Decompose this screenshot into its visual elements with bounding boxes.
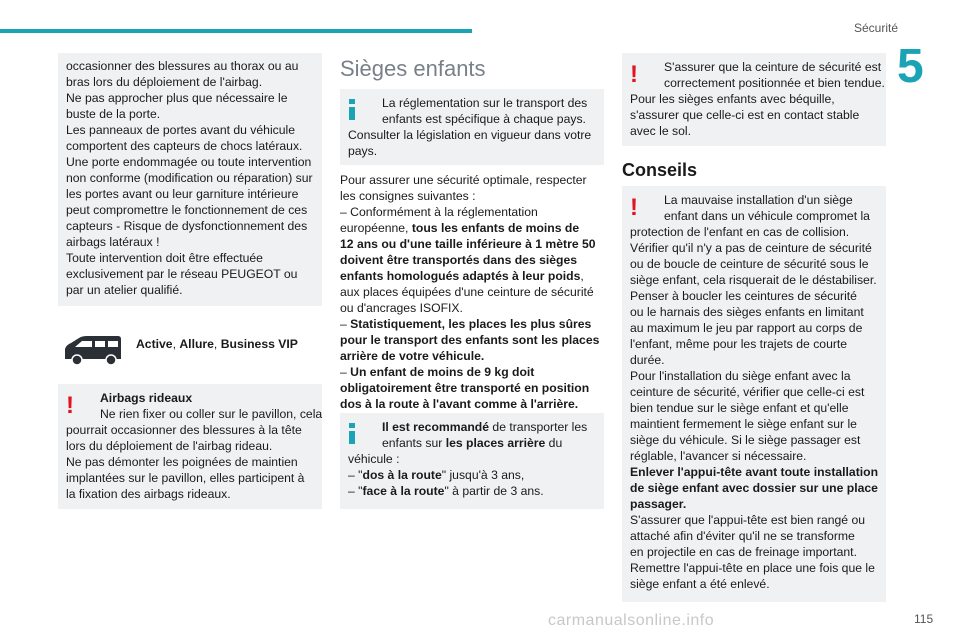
text-line: siège du véhicule. Si le siège passager est [630, 433, 861, 447]
text-line: S'assurer que l'appui-tête est bien rangé ou [630, 513, 866, 527]
text-line [348, 467, 587, 483]
text-line: dos à la route à l'avant comme à l'arrière. [340, 397, 579, 411]
text-line [340, 316, 599, 332]
text-run: tous les enfants de moins de [411, 221, 580, 235]
text-line: de siège enfant avec dossier sur une place [630, 481, 878, 495]
text-line: enfant dans un véhicule compromet la [664, 209, 870, 223]
page-title: Sièges enfants [340, 56, 486, 81]
text-line: siège enfant, cela risquerait de le déstabiliser. [630, 273, 877, 287]
text-line: ceinture de sécurité, vérifier que celle-ci est [630, 385, 865, 399]
text-line: correctement positionnée et bien tendue. [664, 76, 885, 90]
version-allure: Allure [179, 337, 214, 351]
text-line: Ne pas approcher plus que nécessaire le [66, 91, 288, 105]
child-seat-instructions [340, 172, 599, 412]
text-line: les portes avant ou leur garniture intérieure [66, 187, 299, 201]
text-line: passager. [630, 497, 687, 511]
text-run: – " [348, 468, 363, 482]
text-run: – [340, 317, 351, 331]
section-title: Sécurité [853, 21, 898, 35]
text-line: Pour l'installation du siège enfant avec la [630, 369, 851, 383]
text-line: La réglementation sur le transport des [382, 96, 588, 110]
text-line: Enlever l'appui-tête avant toute installation [630, 465, 879, 479]
text-line: les consignes suivantes : [340, 189, 476, 203]
section-heading-conseils: Conseils [622, 160, 698, 180]
version-business-vip: Business VIP [220, 337, 298, 351]
text-line: Ne pas démonter les poignées de maintien [66, 455, 298, 469]
text-line: comportent des capteurs de chocs latéraux. [66, 139, 303, 153]
text-line: obligatoirement être transporté en position [340, 381, 590, 395]
version-list [136, 336, 298, 352]
text-run: enfants sur [382, 436, 446, 450]
version-separator: , [172, 337, 180, 351]
watermark: carmanualsonline.info [548, 612, 715, 629]
text-line: Consulter la législation en vigueur dans votre [348, 128, 592, 142]
airbag-continuation-box [58, 53, 322, 306]
curtain-airbag-warning-box [58, 384, 322, 509]
text-line: – Conformément à la réglementation [340, 205, 538, 219]
text-line: maintient fermement le siège enfant sur le [630, 417, 857, 431]
text-line: ou de boucle de ceinture de sécurité sous le [630, 257, 869, 271]
text-line: ou le harnais des sièges enfants en limitant [630, 305, 864, 319]
text-line: peut compromettre le fonctionnement de ces [66, 203, 308, 217]
text-line: non conforme (modification ou réparation) sur [66, 171, 313, 185]
text-run: les places arrière [445, 436, 546, 450]
text-line [348, 419, 587, 435]
text-run: du [545, 436, 563, 450]
version-active: Active [136, 337, 173, 351]
text-line: l'enfant, même pour les trajets de courte [630, 337, 848, 351]
text-run: – [340, 365, 351, 379]
header-accent-bar [0, 29, 472, 33]
text-line: pays. [348, 144, 378, 158]
van-icon [62, 333, 124, 367]
text-line: la fixation des airbags rideaux. [66, 487, 231, 501]
text-line [348, 435, 587, 451]
text-line: au maximum le jeu par rapport au corps de [630, 321, 863, 335]
version-separator: , [213, 337, 221, 351]
text-run: – " [348, 484, 363, 498]
text-line: 12 ans ou d'une taille inférieure à 1 mètre 50 [340, 237, 596, 251]
text-line: Remettre l'appui-tête en place une fois que le [630, 561, 875, 575]
text-run: enfants homologués adaptés à leur poids [340, 269, 581, 283]
text-line: attaché afin d'éviter qu'il ne se transforme [630, 529, 855, 543]
text-run: face à la route [362, 484, 445, 498]
warning-icon: ! [630, 194, 638, 221]
text-line: par un atelier qualifié. [66, 283, 183, 297]
text-line: capteurs - Risque de dysfonctionnement des [66, 219, 308, 233]
text-line: airbags latéraux ! [66, 235, 160, 249]
text-run: " à partir de 3 ans. [444, 484, 544, 498]
text-line: siège enfant a été enlevé. [630, 577, 770, 591]
text-line: arrière de votre véhicule. [340, 349, 485, 363]
text-line: S'assurer que la ceinture de sécurité est [664, 60, 882, 74]
text-line: durée. [630, 353, 665, 367]
recommendation-info-box [340, 413, 604, 509]
regulation-info-box [340, 89, 604, 165]
box-title: Airbags rideaux [100, 391, 193, 405]
text-line: Penser à boucler les ceintures de sécurité [630, 289, 857, 303]
text-run: dos à la route [362, 468, 442, 482]
text-line: La mauvaise installation d'un siège [664, 193, 853, 207]
text-line: implantées sur le pavillon, elles participent à [66, 471, 305, 485]
installation-advice-warning-box [622, 186, 886, 602]
text-line: bras lors du déploiement de l'airbag. [66, 75, 263, 89]
text-line: pourrait occasionner des blessures à la tête [66, 423, 302, 437]
text-line: buste de la porte. [66, 107, 161, 121]
seatbelt-warning-box [622, 53, 886, 146]
text-line: ou d'ancrages ISOFIX. [340, 301, 463, 315]
text-run: Il est recommandé [382, 420, 490, 434]
text-line: Une porte endommagée ou toute intervention [66, 155, 312, 169]
text-run: " jusqu'à 3 ans, [441, 468, 525, 482]
text-run: de transporter les [489, 420, 588, 434]
text-line: avec le sol. [630, 124, 691, 138]
warning-icon: ! [630, 61, 638, 88]
text-run: Un enfant de moins de 9 kg doit [350, 365, 535, 379]
chapter-number: 5 [897, 40, 924, 93]
text-line: Ne rien fixer ou coller sur le pavillon, cela [100, 407, 323, 421]
text-line: s'assurer que celle-ci est en contact stable [630, 108, 860, 122]
warning-icon: ! [66, 392, 74, 419]
text-line [348, 483, 587, 499]
text-run: européenne, [340, 221, 412, 235]
page-number: 115 [914, 612, 934, 626]
text-line: protection de l'enfant en cas de collision. [630, 225, 850, 239]
text-line: réglable, l'avancer si nécessaire. [630, 449, 807, 463]
text-line: bien tendue sur le siège enfant et qu'elle [630, 401, 849, 415]
text-line: occasionner des blessures au thorax ou au [66, 59, 299, 73]
text-line [340, 268, 599, 284]
text-line: doivent être transportés dans des sièges [340, 253, 578, 267]
text-line: pour le transport des enfants sont les places [340, 333, 600, 347]
text-line: Vérifier qu'il n'y a pas de ceinture de sécurité [630, 241, 872, 255]
text-line: Les panneaux de portes avant du véhicule [66, 123, 296, 137]
text-line: enfants est spécifique à chaque pays. [382, 112, 586, 126]
text-line: Pour les sièges enfants avec béquille, [630, 92, 835, 106]
text-run: Statistiquement, les places les plus sûres [350, 317, 592, 331]
text-line [340, 364, 599, 380]
text-run: , [580, 269, 584, 283]
text-line: lors du déploiement de l'airbag rideau. [66, 439, 273, 453]
text-line: Toute intervention doit être effectuée [66, 251, 263, 265]
text-line: Pour assurer une sécurité optimale, respecter [340, 173, 587, 187]
text-line [340, 220, 599, 236]
text-line: exclusivement par le réseau PEUGEOT ou [66, 267, 298, 281]
text-line: véhicule : [348, 452, 400, 466]
text-line: aux places équipées d'une ceinture de sécurité [340, 285, 594, 299]
text-line: en projectile en cas de freinage important. [630, 545, 857, 559]
